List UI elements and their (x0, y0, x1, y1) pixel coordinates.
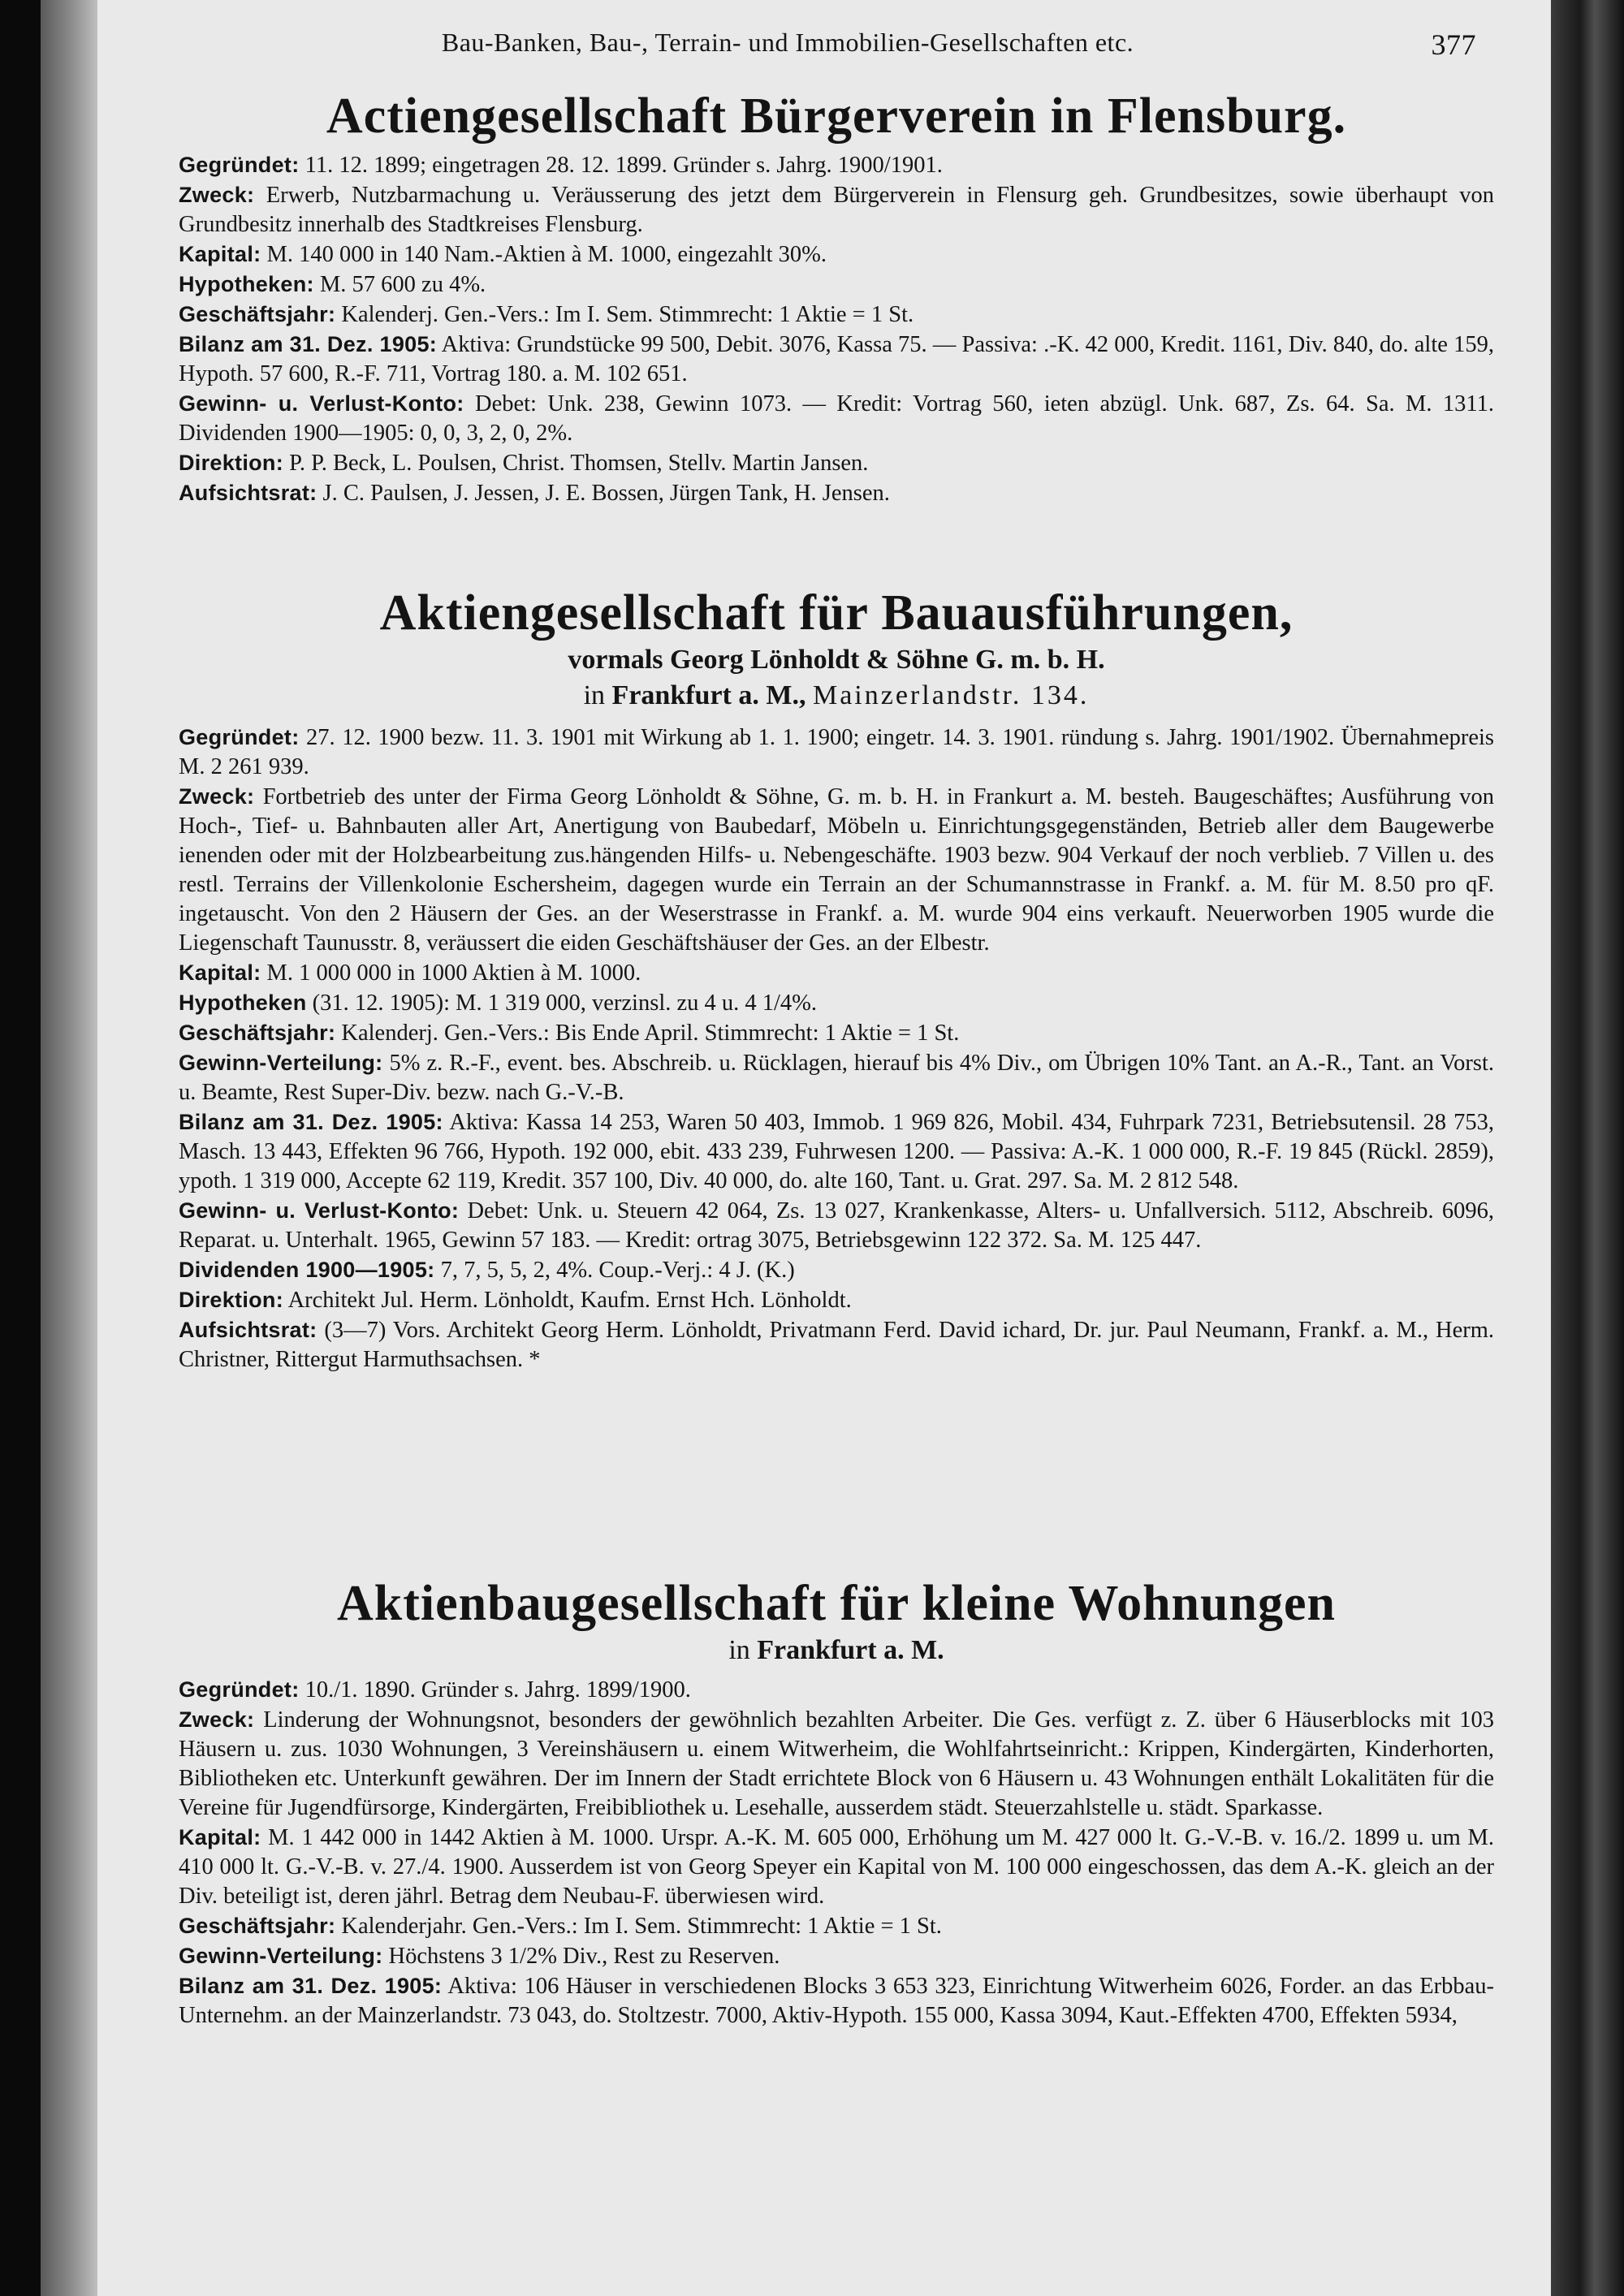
book-edge-right (1551, 0, 1624, 2296)
field-geschaeftsjahr: Geschäftsjahr: Kalenderj. Gen.-Vers.: Bis Ende April. Stimmrecht: 1 Aktie = 1 St. (179, 1020, 960, 1046)
field-gegruendet: Gegründet: 27. 12. 1900 bezw. 11. 3. 1901 mit Wirkung ab 1. 1. 1900; eingetr. 14. 3. 1901. ründung s. Jahrg. 1901/1902. Übernahmepreis M. 2 261 939. (179, 724, 1494, 779)
field-hypotheken: Hypotheken: M. 57 600 zu 4%. (179, 272, 486, 298)
entry-title: Aktiengesellschaft für Bauausführungen, (379, 585, 1294, 641)
page-number: 377 (1431, 28, 1476, 61)
entry-bauausfuehrungen (179, 585, 1494, 1375)
entry-subtitle-former-name: vormals Georg Lönholdt & Söhne G. m. b. H. (568, 645, 1105, 675)
field-gewinn-verteilung: Gewinn-Verteilung: Höchstens 3 1/2% Div., Rest zu Reserven. (179, 1944, 780, 1970)
entry-body (179, 1675, 1494, 2031)
running-title: Bau-Banken, Bau-, Terrain- und Immobilien-Gesellschaften etc. (441, 28, 1134, 57)
field-hypotheken: Hypotheken (31. 12. 1905): M. 1 319 000, verzinsl. zu 4 u. 4 1/4%. (179, 990, 818, 1016)
field-aufsichtsrat: Aufsichtsrat: J. C. Paulsen, J. Jessen, J. E. Bossen, Jürgen Tank, H. Jensen. (179, 481, 890, 507)
field-direktion: Direktion: Architekt Jul. Herm. Lönholdt, Kaufm. Ernst Hch. Lönholdt. (179, 1287, 852, 1313)
field-gegruendet: Gegründet: 10./1. 1890. Gründer s. Jahrg. 1899/1900. (179, 1677, 691, 1703)
field-geschaeftsjahr: Geschäftsjahr: Kalenderjahr. Gen.-Vers.: Im I. Sem. Stimmrecht: 1 Aktie = 1 St. (179, 1914, 942, 1940)
entry-kleine-wohnungen (179, 1575, 1494, 2031)
field-gewinn-verlust: Gewinn- u. Verlust-Konto: Debet: Unk. u. Steuern 42 064, Zs. 13 027, Krankenkasse, Alters- u. Unfallversich. 5112, Abschreib. 6096, Reparat. u. Unterhalt. 1965, Gewinn 57 183. — Kredit: ortrag 3075, Betriebsgewinn 122 372. Sa. M. 125 447. (179, 1198, 1495, 1253)
field-gegruendet: Gegründet: 11. 12. 1899; eingetragen 28. 12. 1899. Gründer s. Jahrg. 1900/1901. (179, 153, 943, 179)
field-gewinn-verteilung: Gewinn-Verteilung: 5% z. R.-F., event. bes. Abschreib. u. Rücklagen, hierauf bis 4% Div., om Übrigen 10% Tant. an A.-R., Tant. an Vorst. u. Beamte, Rest Super-Div. bezw. nach G.-V.-B. (179, 1050, 1494, 1105)
field-gewinn-verlust: Gewinn- u. Verlust-Konto: Debet: Unk. 238, Gewinn 1073. — Kredit: Vortrag 560, ieten abzügl. Unk. 687, Zs. 64. Sa. M. 1311. Dividenden 1900—1905: 0, 0, 3, 2, 0, 2%. (179, 391, 1494, 447)
field-zweck: Zweck: Linderung der Wohnungsnot, besonders der gewöhnlich bezahlten Arbeiter. Die Ges. verfügt z. Z. über 6 Häuserblocks mit 103 Häusern u. zus. 1030 Wohnungen, 3 Vereinshäusern u. einem Witwerheim, die Wohlfahrtseinricht.: Krippen, Kindergärten, Kinderhorten, Bibliotheken etc. Unterkunft gewähren. Der im Innern der Stadt errichtete Block von 6 Häusern u. 43 Wohnungen enthält Lokalitäten für die Vereine für Jugendfürsorge, Kindergärten, Freibibliothek u. Lesehalle, ausserdem städt. Steuerzahlstelle u. städt. Sparkasse. (179, 1707, 1495, 1821)
field-direktion: Direktion: P. P. Beck, L. Poulsen, Christ. Thomsen, Stellv. Martin Jansen. (179, 451, 869, 477)
entry-title: Aktienbaugesellschaft für kleine Wohnungen (337, 1576, 1336, 1631)
entry-subtitle-location: in Frankfurt a. M. (728, 1635, 944, 1666)
entry-subtitle-location: in Frankfurt a. M., Mainzerlandstr. 134. (583, 680, 1090, 711)
document-page (97, 0, 1551, 2296)
field-kapital: Kapital: M. 1 000 000 in 1000 Aktien à M. 1000. (179, 960, 641, 986)
field-bilanz: Bilanz am 31. Dez. 1905: Aktiva: 106 Häuser in verschiedenen Blocks 3 653 323, Einrichtung Witwerheim 6026, Forder. an das Erbbau-Unternehm. an der Mainzerlandstr. 73 043, do. Stoltzestr. 7000, Aktiv-Hypoth. 155 000, Kassa 3094, Kaut.-Effekten 4700, Effekten 5934, (179, 1974, 1494, 2029)
field-geschaeftsjahr: Geschäftsjahr: Kalenderj. Gen.-Vers.: Im I. Sem. Stimmrecht: 1 Aktie = 1 St. (179, 302, 914, 328)
entry-title: Actiengesellschaft Bürgerverein in Flensburg. (326, 88, 1347, 144)
entry-buergerverein (179, 88, 1494, 508)
field-zweck: Zweck: Fortbetrieb des unter der Firma Georg Lönholdt & Söhne, G. m. b. H. in Frankurt a. M. besteh. Baugeschäftes; Ausführung von Hoch-, Tief- u. Bahnbauten aller Art, Anertigung von Baubedarf, Möbeln u. Einrichtungsgegenständen, Betrieb aller dem Baugewerbe ienenden oder mit der Holzbearbeitung zus.hängenden Hilfs- u. Nebengeschäfte. 1903 bezw. 904 Verkauf der noch verblieb. 7 Villen u. des restl. Terrains der Villenkolonie Eschersheim, dagegen wurde ein Terrain an der Schumannstrasse in Frankf. a. M. für M. 8.50 pro qF. ingetauscht. Von den 2 Häusern der Ges. an der Weserstrasse in Frankf. a. M. wurde 904 eins verkauft. Neuerworben 1905 wurde die Liegenschaft Taunusstr. 8, veräussert die eiden Geschäftshäuser der Ges. an der Elbestr. (179, 783, 1494, 956)
book-edge-left (0, 0, 41, 2296)
field-kapital: Kapital: M. 1 442 000 in 1442 Aktien à M. 1000. Urspr. A.-K. M. 605 000, Erhöhung um M. 427 000 lt. G.-V.-B. v. 16./2. 1899 u. um M. 410 000 lt. G.-V.-B. v. 27./4. 1900. Ausserdem ist von Georg Speyer ein Kapital von M. 100 000 eingeschossen, das dem A.-K. gleich an der Div. beteiligt ist, deren jährl. Betrag dem Neubau-F. überwiesen wird. (179, 1825, 1494, 1910)
field-zweck: Zweck: Erwerb, Nutzbarmachung u. Veräusserung des jetzt dem Bürgerverein in Flensurg geh. Grundbesitzes, sowie überhaupt von Grundbesitz innerhalb des Stadtkreises Flensburg. (179, 183, 1495, 238)
field-bilanz: Bilanz am 31. Dez. 1905: Aktiva: Kassa 14 253, Waren 50 403, Immob. 1 969 826, Mobil. 434, Fuhrpark 7231, Betriebsutensil. 28 753, Masch. 13 443, Effekten 96 766, Hypoth. 192 000, ebit. 433 239, Fuhrwesen 1200. — Passiva: A.-K. 1 000 000, R.-F. 19 845 (Rückl. 2859), ypoth. 1 319 000, Accepte 62 119, Kredit. 357 100, Div. 40 000, do. alte 160, Tant. u. Grat. 297. Sa. M. 2 812 548. (179, 1109, 1494, 1193)
field-aufsichtsrat: Aufsichtsrat: (3—7) Vors. Architekt Georg Herm. Lönholdt, Privatmann Ferd. David ichard, Dr. jur. Paul Neumann, Frankf. a. M., Herm. Christner, Rittergut Harmuthsachsen. * (179, 1317, 1495, 1372)
field-dividenden: Dividenden 1900—1905: 7, 7, 5, 5, 2, 4%. Coup.-Verj.: 4 J. (K.) (179, 1257, 795, 1283)
entry-body (179, 723, 1494, 1375)
field-kapital: Kapital: M. 140 000 in 140 Nam.-Aktien à M. 1000, eingezahlt 30%. (179, 242, 827, 268)
field-bilanz: Bilanz am 31. Dez. 1905: Aktiva: Grundstücke 99 500, Debit. 3076, Kassa 75. — Passiva: .-K. 42 000, Kredit. 1161, Div. 840, do. alte 159, Hypoth. 57 600, R.-F. 711, Vortrag 180. a. M. 102 651. (179, 332, 1494, 387)
book-spine-shadow (41, 0, 97, 2296)
entry-body (179, 150, 1494, 508)
